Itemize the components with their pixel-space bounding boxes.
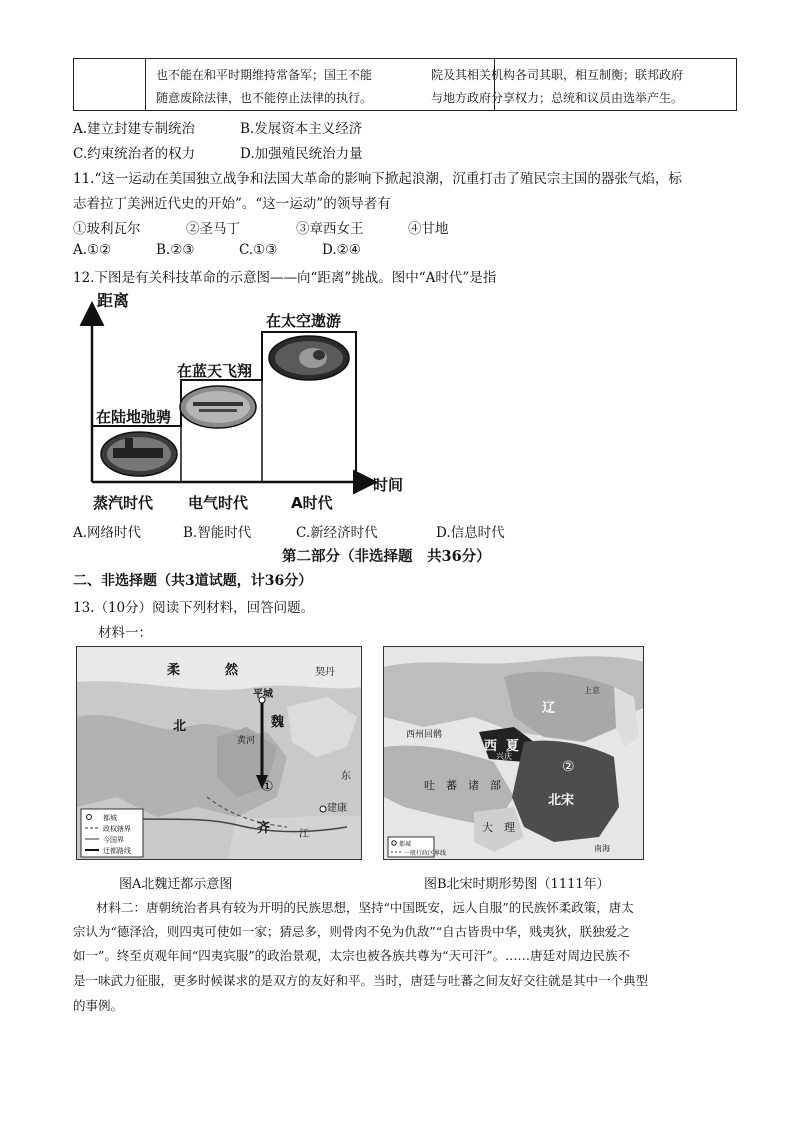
map-b-label-nanhai: 南海 <box>594 844 610 853</box>
material2-line-3: 如一”。终至贞观年间“四夷宾服”的政治景观，太宗也被各族共尊为“天可汗”。……唐廷对周边民族不 <box>73 948 630 963</box>
steam-train-photo <box>101 432 177 476</box>
q11-item-1: ①玻利瓦尔 <box>73 221 141 237</box>
map-a-label-dong: 东 <box>341 771 351 782</box>
era-label-electric: 电气时代 <box>188 494 249 512</box>
space-photo <box>269 336 349 380</box>
q12-stem: 12.下图是有关科技革命的示意图——向“距离”挑战。图中“A时代”是指 <box>73 270 497 286</box>
table-right-line-2: 与地方政府分享权力；总统和议员由选举产生。 <box>431 91 684 105</box>
q12-option-a: A.网络时代 <box>73 525 142 541</box>
map-b-legend-capital: 都城 <box>399 841 412 848</box>
q13-stem: 13.（10分）阅读下列材料，回答问题。 <box>73 600 315 616</box>
table-left-line-2: 随意废除法律，也不能停止法律的执行。 <box>156 91 373 105</box>
material2-line-4: 是一味武力征服，更多时候谋求的是双方的友好和平。当时，唐廷与吐蕃之间友好交往就是其中一个典型 <box>73 973 649 988</box>
tech-revolution-diagram <box>73 288 433 516</box>
map-b-northern-song <box>383 646 644 860</box>
map-b-label-tubo: 吐 蕃 诸 部 <box>424 779 501 792</box>
map-a-label-ran: 然 <box>225 663 239 678</box>
map-a-label-wei: 魏 <box>271 715 285 730</box>
q11-item-2: ②圣马丁 <box>186 221 240 237</box>
material2-line-1: 材料二：唐朝统治者具有较为开明的民族思想，坚持“中国既安，远人自服”的民族怀柔政策，唐太 <box>96 900 634 915</box>
material2-line-2: 宗认为“德泽洽，则四夷可使如一家；猜忌多，则骨肉不免为仇敌”“自古皆贵中华，贱夷狄，朕独爱之 <box>73 924 630 939</box>
map-a-label-rou: 柔 <box>167 663 181 678</box>
q11-option-a: A.①② <box>73 242 112 258</box>
era-label-a: A时代 <box>291 494 333 512</box>
map-a-legend-capital: 都城 <box>103 814 117 822</box>
q10-option-d: D.加强殖民统治力量 <box>240 146 363 162</box>
map-a-northern-wei <box>76 646 362 860</box>
y-axis-label: 距离 <box>97 291 130 310</box>
q10-option-a: A.建立封建专制统治 <box>73 121 196 137</box>
map-b-label-xizhou: 西州回鹘 <box>406 730 443 740</box>
map-a-caption: 图A北魏迁都示意图 <box>119 877 233 892</box>
table-left-line-1: 也不能在和平时期维持常备军；国王不能 <box>156 68 373 82</box>
q11-item-3: ③章西女王 <box>296 221 364 237</box>
q11-option-b: B.②③ <box>156 242 195 258</box>
q12-option-d: D.信息时代 <box>436 525 505 541</box>
map-b-label-shangjing: 上京 <box>584 686 600 695</box>
part2-section-heading: 二、非选择题（共3道试题，计36分） <box>73 573 313 589</box>
map-a-label-huanghe: 黄河 <box>237 736 256 746</box>
step-label-space: 在太空遨游 <box>266 312 342 330</box>
map-b-label-liao: 辽 <box>542 701 556 716</box>
step-label-sky: 在蓝天飞翔 <box>177 362 253 380</box>
q10-option-c: C.约束统治者的权力 <box>73 146 196 162</box>
q11-option-d: D.②④ <box>322 242 361 258</box>
comparison-table <box>73 58 737 111</box>
material2-line-5: 的事例。 <box>73 998 124 1013</box>
q11-stem-line-1: 11.“这一运动在美国独立战争和法国大革命的影响下掀起浪潮，沉重打击了殖民宗主国的器张气焰，标 <box>73 171 682 187</box>
map-b-label-beisong: 北宋 <box>548 793 575 808</box>
q12-option-c: C.新经济时代 <box>296 525 378 541</box>
map-b-label-num: ② <box>562 759 575 775</box>
map-a-label-num: ① <box>261 779 274 795</box>
q11-stem-line-2: 志着拉丁美洲近代史的开始”。“这一运动”的领导者有 <box>73 196 391 212</box>
table-cell-blank <box>74 59 146 110</box>
map-a-label-pingcheng: 平城 <box>253 689 273 700</box>
map-b-label-dali: 大 理 <box>482 821 515 834</box>
map-a-label-bei: 北 <box>173 719 187 734</box>
era-label-steam: 蒸汽时代 <box>93 494 154 512</box>
map-b-label-xingqing: 兴庆 <box>496 752 512 761</box>
table-right-line-1: 院及其相关机构各司其职，相互制衡；联邦政府 <box>431 68 684 82</box>
map-a-label-jiankang: 建康 <box>327 803 347 814</box>
map-b-label-xi: 西 <box>484 739 498 754</box>
q11-item-4: ④甘地 <box>408 221 449 237</box>
step-label-land: 在陆地弛骋 <box>96 408 172 426</box>
map-a-label-jiang: 江 <box>299 829 309 840</box>
map-a-legend-border: 今国界 <box>103 836 124 844</box>
map-b-legend-boundary: 一般行政区界线 <box>404 850 447 857</box>
airplane-photo <box>180 386 256 428</box>
q12-option-b: B.智能时代 <box>183 525 252 541</box>
q10-option-b: B.发展资本主义经济 <box>240 121 363 137</box>
part2-title: 第二部分（非选择题 共36分） <box>282 548 491 565</box>
map-b-caption: 图B北宋时期形势图（1111年） <box>424 877 610 892</box>
map-a-label-qidan: 契丹 <box>315 667 335 678</box>
x-axis-label: 时间 <box>373 476 404 494</box>
map-b-label-xia: 夏 <box>506 739 520 754</box>
map-a-legend-route: 迁都路线 <box>103 847 131 855</box>
map-a-legend-boundary: 政权辖界 <box>103 825 131 833</box>
map-a-label-qi: 齐 <box>257 821 271 836</box>
material1-label: 材料一： <box>98 625 152 641</box>
q11-option-c: C.①③ <box>239 242 278 258</box>
